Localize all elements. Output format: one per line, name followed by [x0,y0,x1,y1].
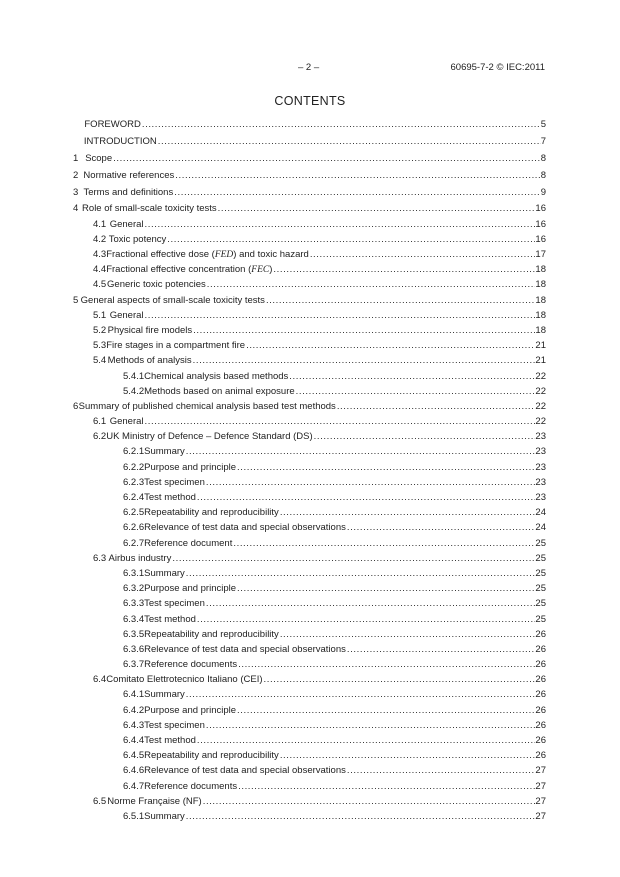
toc-entry-number: 6.2.1 [123,446,145,458]
toc-entry-number: 6.3.7 [123,659,145,671]
dot-leader [272,264,535,275]
dot-leader [185,811,536,822]
toc-entry[interactable] [73,279,546,294]
dot-leader [196,492,536,503]
dot-leader [157,136,541,147]
toc-entry-title: General [109,218,144,230]
toc-entry-number: 4.4 [93,264,107,276]
toc-entry-number: 6.2.2 [123,461,145,473]
toc-entry-title: General [109,309,144,321]
toc-entry-page: 26 [535,735,546,747]
dot-leader [346,644,536,655]
toc-entry[interactable] [73,568,546,583]
toc-entry[interactable] [73,553,546,568]
toc-entry-title: Methods based on animal exposure [144,385,295,397]
toc-entry-number: 6.3.5 [123,628,145,640]
dot-leader [185,689,536,700]
dot-leader [185,446,536,457]
toc-entry-page: 26 [535,750,546,762]
toc-entry-title: Reference documents [144,659,238,671]
table-of-contents [73,119,546,826]
toc-entry-page: 23 [535,446,546,458]
toc-entry-page: 7 [540,135,546,147]
page-number: – 2 – [298,62,320,73]
dot-leader [174,170,540,181]
toc-entry-number: 3 [73,186,79,198]
dot-leader [236,583,535,594]
toc-entry-number: 4.2 [93,233,107,245]
toc-entry[interactable] [73,796,546,811]
dot-leader [217,203,536,214]
toc-entry-page: 9 [540,186,546,198]
dot-leader [279,750,536,761]
toc-entry-title: UK Ministry of Defence – Defence Standard (DS) [106,431,313,443]
dot-leader [144,416,536,427]
toc-entry-number: 6.4.4 [123,735,145,747]
toc-entry-page: 26 [535,719,546,731]
toc-entry[interactable] [73,446,546,461]
document-id: 60695-7-2 © IEC:2011 [450,62,545,73]
dot-leader [346,765,536,776]
toc-entry[interactable] [73,249,546,264]
dot-leader [112,153,541,164]
toc-entry-title: Test method [144,492,196,504]
toc-entry-page: 22 [535,416,546,428]
toc-entry-page: 23 [535,461,546,473]
toc-entry-title: Summary [144,810,185,822]
page-title: CONTENTS [274,94,346,108]
toc-entry[interactable] [73,735,546,750]
toc-entry-page: 26 [535,643,546,655]
toc-entry-number: 6.4.3 [123,719,145,731]
toc-entry[interactable] [73,492,546,507]
toc-entry-title: Purpose and principle [144,704,237,716]
toc-entry-title: Summary of published chemical analysis based test methods [78,400,336,412]
toc-entry-title: Reference document [144,537,233,549]
dot-leader [237,659,535,670]
toc-entry-number: 6.3.6 [123,643,145,655]
toc-entry[interactable] [73,583,546,598]
toc-entry-title: Methods of analysis [107,355,192,367]
toc-entry-number: 5.1 [93,309,107,321]
toc-entry[interactable] [73,386,546,401]
toc-entry[interactable] [73,234,546,249]
toc-entry[interactable] [73,355,546,370]
toc-entry-page: 18 [535,309,546,321]
toc-entry[interactable] [73,203,546,218]
toc-entry-title: Test specimen [144,719,205,731]
toc-entry-page: 26 [535,628,546,640]
toc-entry[interactable] [73,136,546,153]
toc-entry-number: 6.4.7 [123,780,145,792]
toc-entry-title: Fire stages in a compartment fire [106,340,246,352]
toc-entry-page: 21 [535,340,546,352]
toc-entry-page: 18 [535,264,546,276]
toc-entry-number: 6.2.6 [123,522,145,534]
dot-leader [206,279,536,290]
toc-entry-title: Test specimen [144,598,205,610]
toc-entry-number: 6.5 [93,795,107,807]
toc-entry[interactable] [73,765,546,780]
toc-entry-page: 17 [535,249,546,261]
toc-entry[interactable] [73,674,546,689]
dot-leader [237,781,535,792]
toc-entry-title: Normative references [83,169,175,181]
toc-entry-page: 27 [535,780,546,792]
toc-entry-title: Repeatability and reproducibility [144,507,279,519]
toc-entry[interactable] [73,598,546,613]
toc-entry-title: INTRODUCTION [83,135,157,147]
dot-leader [144,310,536,321]
toc-entry-page: 18 [535,324,546,336]
toc-entry[interactable] [73,219,546,234]
toc-entry-title: Summary [144,689,185,701]
toc-entry-title: Scope [85,152,113,164]
dot-leader [232,538,535,549]
toc-entry-page: 23 [535,431,546,443]
dot-leader [288,371,535,382]
toc-entry-title: Airbus industry [108,552,172,564]
toc-entry[interactable] [73,462,546,477]
toc-entry-title: Test method [144,613,196,625]
toc-entry-page: 25 [535,583,546,595]
dot-leader [144,219,536,230]
toc-entry-number: 5.2 [93,324,107,336]
toc-entry-number: 6.3.3 [123,598,145,610]
toc-entry-page: 22 [535,370,546,382]
dot-leader [196,735,536,746]
toc-entry-page: 26 [535,659,546,671]
toc-entry[interactable] [73,340,546,355]
toc-entry-title: Role of small-scale toxicity tests [82,203,217,215]
toc-entry-number: 6.3.4 [123,613,145,625]
toc-entry-number: 5.3 [93,340,107,352]
toc-entry-page: 27 [535,795,546,807]
toc-entry-page: 23 [535,492,546,504]
toc-entry[interactable] [73,750,546,765]
toc-entry[interactable] [73,689,546,704]
toc-entry[interactable] [73,170,546,187]
toc-entry-title: Generic toxic potencies [107,279,206,291]
toc-entry-title: Physical fire models [107,324,193,336]
toc-entry-page: 16 [535,233,546,245]
toc-entry-title: Purpose and principle [144,461,237,473]
dot-leader [185,568,536,579]
toc-entry-title: Test method [144,735,196,747]
toc-entry-page: 23 [535,476,546,488]
toc-entry[interactable] [73,644,546,659]
dot-leader [309,249,536,260]
toc-entry[interactable] [73,629,546,644]
toc-entry-page: 8 [540,152,546,164]
dot-leader [192,325,535,336]
toc-entry-page: 25 [535,598,546,610]
dot-leader [263,674,536,685]
toc-entry-page: 25 [535,613,546,625]
toc-entry-number: 4.1 [93,218,107,230]
toc-entry-page: 24 [535,522,546,534]
toc-entry-number: 6.3.2 [123,583,145,595]
toc-entry-number: 5.4 [93,355,107,367]
toc-entry[interactable] [73,477,546,492]
toc-entry-title: Purpose and principle [144,583,237,595]
abbreviation: FEC [251,265,270,276]
dot-leader [346,522,536,533]
dot-leader [236,462,535,473]
toc-entry[interactable] [73,153,546,170]
toc-entry-number: 6.2.7 [123,537,145,549]
toc-entry-page: 16 [535,203,546,215]
toc-entry-title: Relevance of test data and special observations [144,522,346,534]
toc-entry[interactable] [73,507,546,522]
toc-entry[interactable] [73,371,546,386]
toc-entry[interactable] [73,295,546,310]
dot-leader [236,705,535,716]
toc-entry-number: 6.5.1 [123,810,145,822]
toc-entry-number: 6.3.1 [123,567,145,579]
abbreviation: FED [214,250,234,261]
toc-entry-title: Fractional effective concentration (FEC) [106,264,273,276]
toc-entry-title: Toxic potency [108,233,167,245]
toc-entry-number: 5.4.1 [123,370,145,382]
dot-leader [141,119,541,130]
toc-entry-number: 6.3 [93,552,107,564]
toc-entry-page: 25 [535,567,546,579]
toc-entry-title: Test specimen [144,476,205,488]
toc-entry-page: 24 [535,507,546,519]
toc-entry-number: 5 [73,294,79,306]
dot-leader [265,295,535,306]
toc-entry-page: 8 [540,169,546,181]
toc-entry-title: Norme Française (NF) [107,795,202,807]
toc-entry-page: 21 [535,355,546,367]
toc-entry-number: 5.4.2 [123,385,145,397]
toc-entry-page: 27 [535,765,546,777]
toc-entry-number: 6.4.2 [123,704,145,716]
toc-entry-title: General aspects of small-scale toxicity tests [80,294,265,306]
toc-entry[interactable] [73,431,546,446]
toc-entry-title: Repeatability and reproducibility [144,628,279,640]
toc-entry[interactable] [73,720,546,735]
toc-entry-title: Repeatability and reproducibility [144,750,279,762]
toc-entry[interactable] [73,705,546,720]
dot-leader [279,629,536,640]
dot-leader [313,431,536,442]
dot-leader [166,234,535,245]
dot-leader [205,477,536,488]
toc-entry-title: Comitato Elettrotecnico Italiano (CEI) [106,674,263,686]
toc-entry-number: 6.2.5 [123,507,145,519]
toc-entry[interactable] [73,781,546,796]
dot-leader [279,507,536,518]
toc-entry[interactable] [73,614,546,629]
toc-entry-number: 6.2 [93,431,107,443]
toc-entry-number: 6.4.6 [123,765,145,777]
toc-entry-page: 26 [535,704,546,716]
toc-entry[interactable] [73,119,546,136]
toc-entry-number: 6.2.3 [123,476,145,488]
toc-entry[interactable] [73,187,546,204]
toc-entry[interactable] [73,310,546,325]
toc-entry-number: 4.3 [93,249,107,261]
toc-entry-page: 18 [535,279,546,291]
toc-entry-title: Summary [144,567,185,579]
toc-entry-page: 26 [535,674,546,686]
toc-entry-title: Chemical analysis based methods [144,370,289,382]
toc-entry-number: 2 [73,169,79,181]
toc-entry-page: 22 [535,385,546,397]
toc-entry-title: Reference documents [144,780,238,792]
toc-entry-number: 4.5 [93,279,107,291]
dot-leader [245,340,535,351]
toc-entry-title: Fractional effective dose (FED) and toxic hazard [106,249,309,261]
toc-entry[interactable] [73,659,546,674]
toc-entry-number: 6.2.4 [123,492,145,504]
dot-leader [336,401,536,412]
toc-entry[interactable] [73,811,546,826]
dot-leader [295,386,536,397]
toc-entry[interactable] [73,416,546,431]
dot-leader [205,598,536,609]
toc-entry[interactable] [73,538,546,553]
toc-entry-number: 6.1 [93,416,107,428]
toc-entry-page: 5 [540,119,546,130]
toc-entry[interactable] [73,264,546,279]
toc-entry-number: 4 [73,203,79,215]
dot-leader [196,614,536,625]
toc-entry-number: 6.4 [93,674,107,686]
dot-leader [173,187,540,198]
toc-entry-number: 6.4.5 [123,750,145,762]
dot-leader [205,720,536,731]
toc-entry-title: General [109,416,144,428]
toc-entry-page: 26 [535,689,546,701]
toc-entry-number: 6 [73,400,79,412]
toc-entry-title: Summary [144,446,185,458]
toc-entry-number: 6.4.1 [123,689,145,701]
toc-entry-page: 22 [535,400,546,412]
toc-entry[interactable] [73,522,546,537]
toc-entry-title: Relevance of test data and special observations [144,765,346,777]
toc-entry-page: 18 [535,294,546,306]
dot-leader [202,796,536,807]
toc-entry-title: FOREWORD [84,119,141,130]
toc-entry-page: 25 [535,552,546,564]
dot-leader [192,355,536,366]
toc-entry[interactable] [73,401,546,416]
toc-entry[interactable] [73,325,546,340]
toc-entry-page: 27 [535,810,546,822]
toc-entry-page: 25 [535,537,546,549]
toc-entry-number: 1 [73,152,79,164]
toc-entry-title: Terms and definitions [83,186,174,198]
dot-leader [171,553,535,564]
toc-entry-page: 16 [535,218,546,230]
toc-entry-title: Relevance of test data and special observations [144,643,346,655]
